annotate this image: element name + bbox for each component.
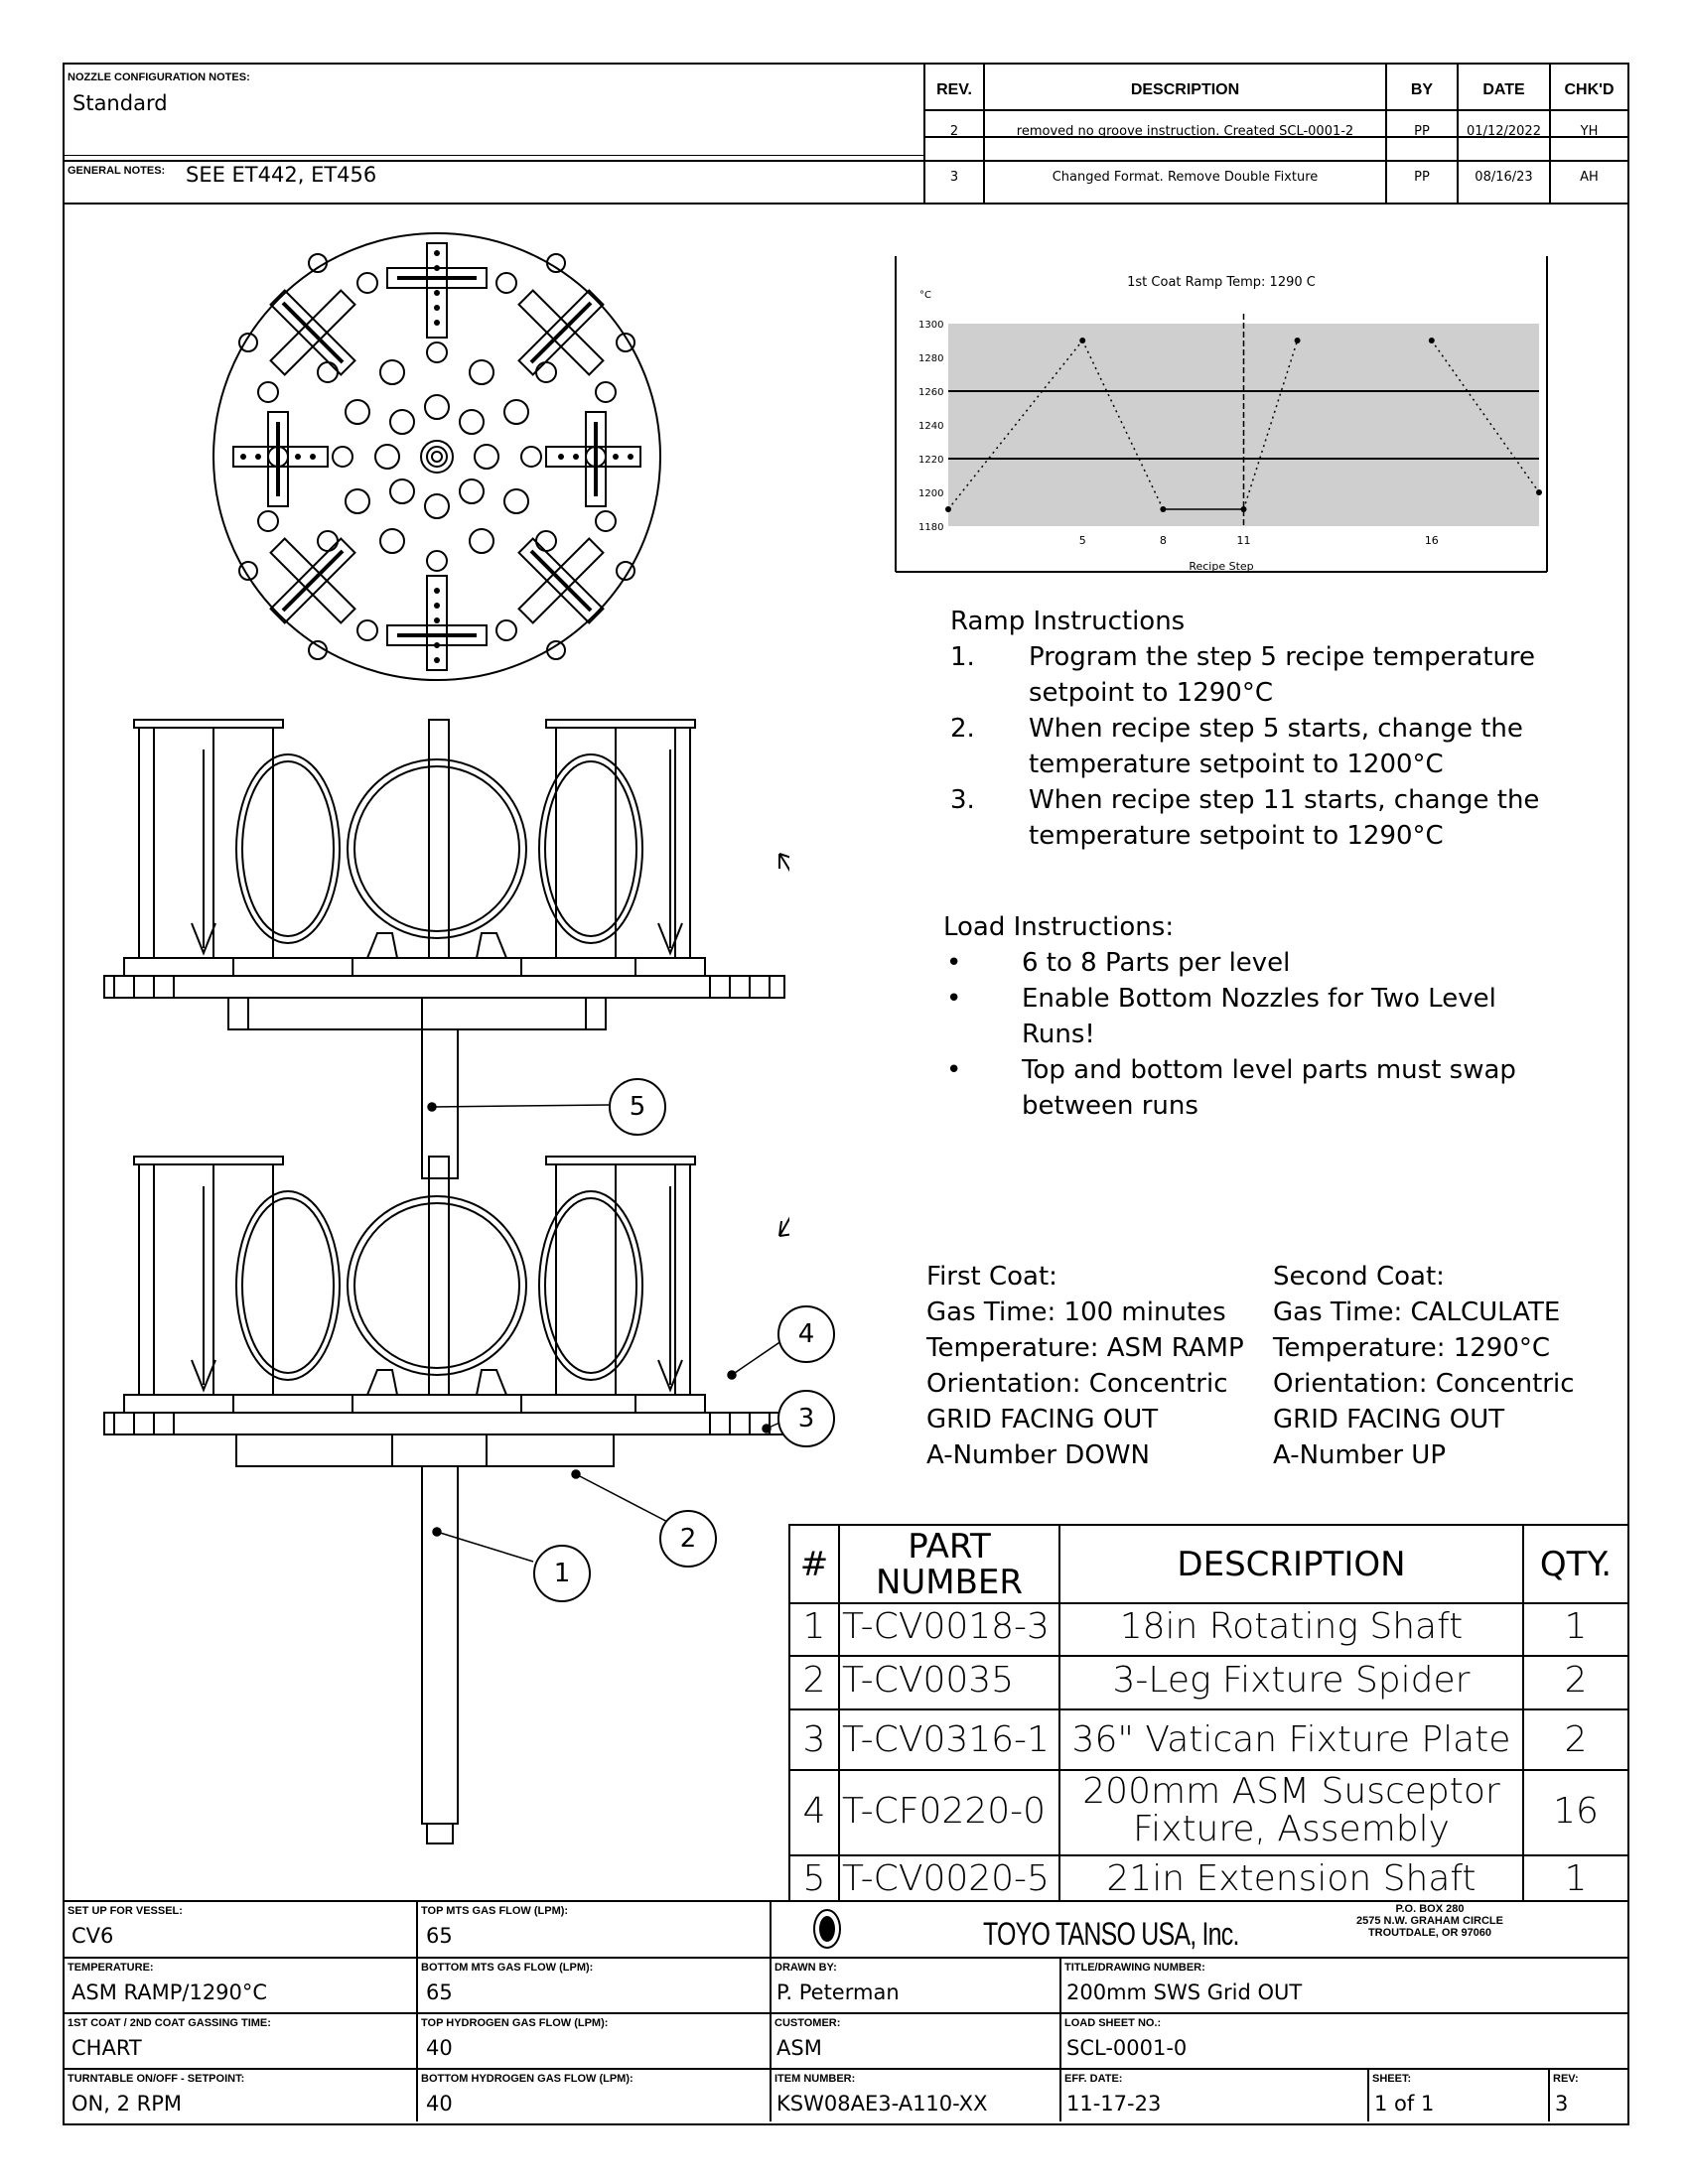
load-sheet-value: SCL-0001-0	[1066, 2036, 1188, 2060]
bottom-mts-label: BOTTOM MTS GAS FLOW (LPM):	[421, 1962, 594, 1974]
rev-row-by: PP	[1414, 170, 1430, 185]
gassing-value: CHART	[71, 2036, 142, 2060]
bom-cell-qty: 16	[1553, 1791, 1599, 1832]
rev-row-chk: AH	[1580, 170, 1599, 185]
coat-line: A-Number DOWN	[926, 1440, 1150, 1470]
ramp-line: Program the step 5 recipe temperature	[1029, 642, 1536, 672]
rev-header-rev: REV.	[936, 81, 972, 98]
chart-y-tick: 1200	[918, 488, 944, 499]
bom-header-qty: QTY.	[1539, 1545, 1613, 1584]
load-title: Load Instructions:	[943, 912, 1175, 942]
bom-cell-qty: 2	[1564, 1719, 1588, 1760]
bom-cell-desc: 200mm ASM Susceptor	[1082, 1771, 1500, 1812]
chart-y-tick: 1280	[918, 353, 944, 364]
bom-cell-num: 1	[802, 1606, 826, 1647]
sheet-label: SHEET:	[1372, 2073, 1412, 2085]
rev-row-date: 01/12/2022	[1467, 124, 1541, 139]
bom-cell-num: 5	[802, 1858, 826, 1899]
vessel-value: CV6	[71, 1924, 114, 1948]
rev-row-rev: 2	[949, 124, 959, 139]
bom-cell-num: 4	[802, 1791, 826, 1832]
bottom-h2-label: BOTTOM HYDROGEN GAS FLOW (LPM):	[421, 2073, 633, 2085]
balloon-2: 2	[659, 1510, 717, 1568]
rev-header-by: BY	[1410, 81, 1434, 98]
coat-line: First Coat:	[926, 1262, 1057, 1292]
chart-title: 1st Coat Ramp Temp: 1290 C	[1127, 275, 1316, 290]
coat-line: Orientation: Concentric	[926, 1369, 1228, 1399]
rev-row-by: PP	[1414, 124, 1430, 139]
chart-ylabel: °C	[919, 290, 931, 301]
load-line: 6 to 8 Parts per level	[1022, 948, 1291, 978]
coat-line: Temperature: ASM RAMP	[926, 1333, 1244, 1363]
chart-y-tick: 1220	[918, 455, 944, 466]
bom-cell-qty: 2	[1564, 1660, 1588, 1701]
chart-point	[1241, 506, 1247, 512]
eff-date-label: EFF. DATE:	[1064, 2073, 1123, 2085]
chart-x-tick: 8	[1159, 534, 1167, 547]
load-line: Top and bottom level parts must swap	[1022, 1055, 1516, 1085]
chart-y-tick: 1300	[918, 320, 944, 331]
eff-date-value: 11-17-23	[1066, 2092, 1162, 2116]
bom-header-part: PART	[908, 1527, 991, 1567]
customer-value: ASM	[776, 2036, 822, 2060]
bom-cell-qty: 1	[1564, 1606, 1588, 1647]
chart-point	[1295, 338, 1301, 343]
bom-cell-part: T-CV0035	[842, 1660, 1015, 1701]
bom-cell-desc: 18in Rotating Shaft	[1119, 1606, 1464, 1647]
fixture-side-view	[94, 710, 789, 1881]
load-line: Enable Bottom Nozzles for Two Level	[1022, 984, 1496, 1014]
balloon-3: 3	[777, 1390, 835, 1447]
rev-row-date: 08/16/23	[1475, 170, 1533, 185]
coat-line: Gas Time: 100 minutes	[926, 1297, 1226, 1327]
item-label: ITEM NUMBER:	[774, 2073, 856, 2085]
bom-cell-part: T-CV0316-1	[842, 1719, 1050, 1760]
title-value: 200mm SWS Grid OUT	[1066, 1980, 1303, 2004]
chart-y-tick: 1180	[918, 522, 944, 533]
turntable-value: ON, 2 RPM	[71, 2092, 182, 2116]
chart-xlabel: Recipe Step	[1189, 560, 1254, 573]
bullet: •	[946, 948, 962, 978]
bom-cell-num: 2	[802, 1660, 826, 1701]
top-h2-label: TOP HYDROGEN GAS FLOW (LPM):	[421, 2017, 609, 2029]
balloon-4: 4	[777, 1305, 835, 1363]
coat-line: A-Number UP	[1273, 1440, 1447, 1470]
fixture-top-view	[209, 223, 665, 690]
bottom-mts-value: 65	[426, 1980, 453, 2004]
coat-line: Temperature: 1290°C	[1273, 1333, 1551, 1363]
rev-header-date: DATE	[1482, 81, 1525, 98]
rev-header-desc: DESCRIPTION	[1130, 81, 1240, 98]
turntable-label: TURNTABLE ON/OFF - SETPOINT:	[68, 2073, 245, 2085]
bullet: •	[946, 1055, 962, 1085]
general-notes-value: SEE ET442, ET456	[186, 163, 377, 187]
chart-y-tick: 1240	[918, 421, 944, 432]
rev-row-desc: Changed Format. Remove Double Fixture	[1052, 170, 1319, 185]
bom-cell-part: T-CV0020-5	[842, 1858, 1050, 1899]
company-logo-icon	[812, 1908, 842, 1950]
bom-header-num: #	[799, 1545, 829, 1584]
customer-label: CUSTOMER:	[774, 2017, 841, 2029]
nozzle-notes-label: NOZZLE CONFIGURATION NOTES:	[68, 71, 250, 83]
bom-cell-desc: 36" Vatican Fixture Plate	[1071, 1719, 1511, 1760]
chart-point	[1536, 489, 1542, 495]
coat-line: Orientation: Concentric	[1273, 1369, 1575, 1399]
temp-label: TEMPERATURE:	[68, 1962, 154, 1974]
bom-cell-desc: 21in Extension Shaft	[1106, 1858, 1477, 1899]
ramp-line: When recipe step 5 starts, change the	[1029, 714, 1523, 744]
chart-x-tick: 11	[1236, 534, 1251, 547]
chart-point	[1079, 338, 1085, 343]
company-name: TOYO TANSO USA, Inc.	[983, 1916, 1239, 1952]
rev-label: REV:	[1553, 2073, 1579, 2085]
ramp-line: setpoint to 1290°C	[1029, 678, 1273, 708]
company-address: P.O. BOX 280	[1395, 1903, 1465, 1915]
drawn-label: DRAWN BY:	[774, 1962, 837, 1974]
vessel-label: SET UP FOR VESSEL:	[68, 1905, 183, 1917]
bom-cell-desc: 3-Leg Fixture Spider	[1112, 1660, 1471, 1701]
ramp-line: temperature setpoint to 1200°C	[1029, 750, 1444, 779]
rev-row-chk: YH	[1580, 124, 1599, 139]
company-address: TROUTDALE, OR 97060	[1367, 1927, 1492, 1939]
coat-line: GRID FACING OUT	[926, 1405, 1159, 1434]
ramp-title: Ramp Instructions	[950, 607, 1186, 636]
chart-point	[1160, 506, 1166, 512]
ramp-line: When recipe step 11 starts, change the	[1029, 785, 1540, 815]
ramp-num: 3.	[950, 785, 975, 815]
bom-cell-part: T-CV0018-3	[842, 1606, 1050, 1647]
rev-row-desc: removed no groove instruction. Created SCL-0001-2	[1016, 124, 1354, 139]
top-mts-label: TOP MTS GAS FLOW (LPM):	[421, 1905, 569, 1917]
chart-x-tick: 5	[1078, 534, 1086, 547]
bom-cell-qty: 1	[1564, 1858, 1588, 1899]
rev-header-chk: CHK'D	[1564, 81, 1615, 98]
bottom-h2-value: 40	[426, 2092, 453, 2116]
rev-value: 3	[1555, 2092, 1569, 2116]
ramp-num: 1.	[950, 642, 975, 672]
company-address: 2575 N.W. GRAHAM CIRCLE	[1356, 1915, 1503, 1927]
bom-header-part: NUMBER	[875, 1563, 1024, 1602]
gassing-label: 1ST COAT / 2ND COAT GASSING TIME:	[68, 2017, 271, 2029]
balloon-5: 5	[609, 1078, 666, 1136]
top-mts-value: 65	[426, 1924, 453, 1948]
rev-row-rev: 3	[949, 170, 959, 185]
balloon-1: 1	[533, 1545, 591, 1602]
bom-header-desc: DESCRIPTION	[1177, 1545, 1406, 1584]
load-line: Runs!	[1022, 1020, 1095, 1049]
bullet: •	[946, 984, 962, 1014]
title-label: TITLE/DRAWING NUMBER:	[1064, 1962, 1205, 1974]
bom-cell-num: 3	[802, 1719, 826, 1760]
ramp-chart	[894, 256, 1549, 574]
load-line: between runs	[1022, 1091, 1198, 1121]
chart-x-tick: 16	[1424, 534, 1439, 547]
sheet-value: 1 of 1	[1374, 2092, 1435, 2116]
general-notes-label: GENERAL NOTES:	[68, 165, 166, 177]
drawn-value: P. Peterman	[776, 1980, 900, 2004]
chart-point	[945, 506, 951, 512]
chart-point	[1429, 338, 1435, 343]
chart-y-tick: 1260	[918, 387, 944, 398]
coat-line: Second Coat:	[1273, 1262, 1445, 1292]
coat-line: Gas Time: CALCULATE	[1273, 1297, 1561, 1327]
nozzle-notes-value: Standard	[72, 91, 168, 115]
ramp-line: temperature setpoint to 1290°C	[1029, 821, 1444, 851]
top-h2-value: 40	[426, 2036, 453, 2060]
temp-value: ASM RAMP/1290°C	[71, 1980, 268, 2004]
coat-line: GRID FACING OUT	[1273, 1405, 1505, 1434]
load-sheet-label: LOAD SHEET NO.:	[1064, 2017, 1162, 2029]
bom-cell-desc: Fixture, Assembly	[1133, 1809, 1450, 1849]
ramp-num: 2.	[950, 714, 975, 744]
item-value: KSW08AE3-A110-XX	[776, 2092, 988, 2116]
bom-cell-part: T-CF0220-0	[842, 1791, 1047, 1832]
